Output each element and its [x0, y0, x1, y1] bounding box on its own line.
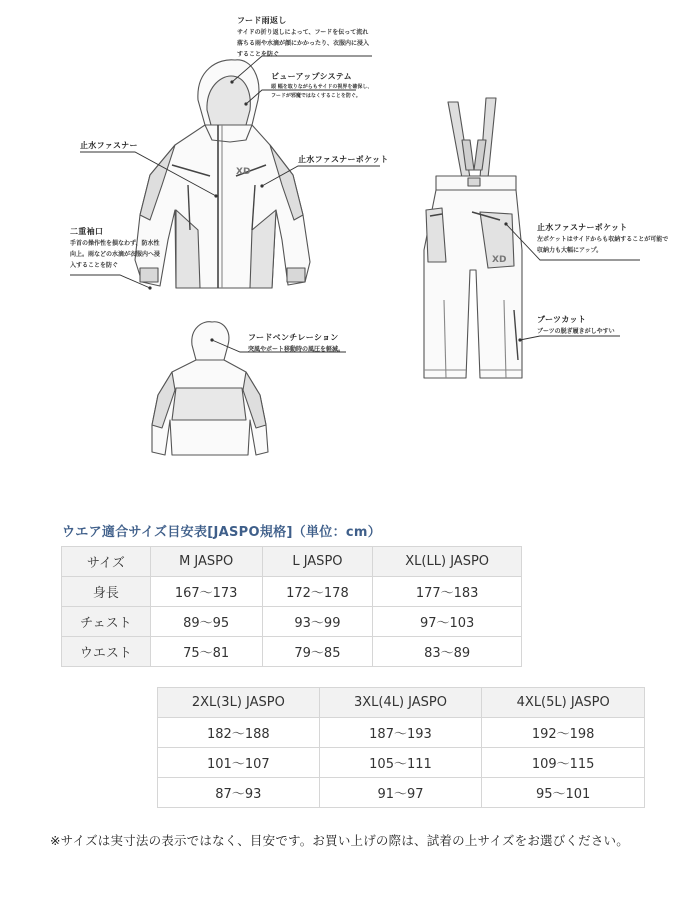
table-header-row [62, 547, 522, 577]
header-cell: XL(LL) JASPO [373, 547, 522, 577]
callout-title: 止水ファスナーポケット [298, 155, 389, 164]
table-row [62, 577, 522, 607]
callout-desc-line: 向上。雨などの水滴が衣服内へ浸 [70, 251, 161, 258]
callout-hood-vent [248, 332, 344, 355]
table-cell: 167〜173 [150, 577, 262, 607]
callout-desc-line: ブーツの脱ぎ履きがしやすい [537, 328, 615, 335]
table-row [62, 637, 522, 667]
row-header-cell: 身長 [62, 577, 151, 607]
header-cell: L JASPO [262, 547, 373, 577]
table-cell: 105〜111 [319, 748, 482, 778]
table-header-row [158, 688, 645, 718]
table-row [62, 607, 522, 637]
callout-desc-line: 突風やボート移動時の風圧を軽減。 [248, 346, 345, 353]
table-cell: 95〜101 [482, 778, 645, 808]
row-header-cell: チェスト [62, 607, 151, 637]
callout-desc-line: 左ポケットはサイドからも収納することが可能で [537, 236, 669, 243]
bib-pants-drawing [424, 98, 522, 378]
header-cell: 4XL(5L) JASPO [482, 688, 645, 718]
table-cell: 101〜107 [158, 748, 320, 778]
callout-desc-line: サイドの折り返しによって、フードを伝って流れ [237, 29, 369, 36]
callout-waterproof-zip [80, 140, 138, 152]
callout-title: 止水ファスナーポケット [537, 223, 628, 232]
table-row [158, 718, 645, 748]
callout-title: フードベンチレーション [248, 333, 339, 342]
header-cell: 3XL(4L) JASPO [319, 688, 482, 718]
header-cell: M JASPO [150, 547, 262, 577]
pants-logo: XD [492, 255, 507, 265]
size-chart-title: ウエア適合サイズ目安表[JASPO規格]（単位：cm） [62, 525, 382, 540]
table-cell: 109〜115 [482, 748, 645, 778]
header-cell: 2XL(3L) JASPO [158, 688, 320, 718]
callout-boots-cut [537, 314, 615, 337]
callout-view-up [271, 71, 372, 101]
callout-zip-pocket-pants [537, 222, 668, 256]
callout-title: ビューアップシステム [271, 72, 352, 81]
table-cell: 192〜198 [482, 718, 645, 748]
table-cell: 93〜99 [262, 607, 373, 637]
callout-zip-pocket-jacket [298, 154, 389, 166]
table-cell: 79〜85 [262, 637, 373, 667]
callout-title: ブーツカット [537, 315, 587, 324]
table-row [158, 748, 645, 778]
row-header-cell: ウエスト [62, 637, 151, 667]
callout-desc-line: することを防ぐ [237, 51, 280, 58]
table-cell: 87〜93 [158, 778, 320, 808]
table-cell: 187〜193 [319, 718, 482, 748]
table-cell: 89〜95 [150, 607, 262, 637]
table-cell: 172〜178 [262, 577, 373, 607]
table-cell: 83〜89 [373, 637, 522, 667]
table-cell: 182〜188 [158, 718, 320, 748]
callout-double-cuff [70, 226, 160, 271]
size-table-2 [157, 687, 645, 808]
table-cell: 91〜97 [319, 778, 482, 808]
callout-desc-line: フードが邪魔ではなくすることを防ぐ。 [271, 93, 361, 99]
callout-desc-line: 入することを防ぐ [70, 262, 119, 269]
table-cell: 177〜183 [373, 577, 522, 607]
size-note: ※サイズは実寸法の表示ではなく、目安です。お買い上げの際は、試着の上サイズをお選びください。 [50, 833, 629, 848]
callout-desc-line: 手首の操作性を損なわず、防水性 [70, 240, 160, 247]
callout-title: 止水ファスナー [80, 141, 138, 150]
table-row [158, 778, 645, 808]
jacket-logo: XD [236, 167, 251, 177]
callout-title: フード雨返し [237, 16, 287, 25]
callout-desc-line: 収納力も大幅にアップ。 [537, 247, 603, 254]
callout-desc-line: 落ちる雨や水滴が顔にかかったり、衣服内に浸入 [237, 40, 370, 47]
table-cell: 97〜103 [373, 607, 522, 637]
callout-desc-line: 頭 幅を取りながらもサイドの視界を確保し、 [271, 84, 373, 90]
table-cell: 75〜81 [150, 637, 262, 667]
callout-title: 二重袖口 [70, 227, 104, 236]
size-table-1 [61, 546, 522, 667]
callout-hood-return [237, 15, 369, 60]
header-cell: サイズ [62, 547, 151, 577]
